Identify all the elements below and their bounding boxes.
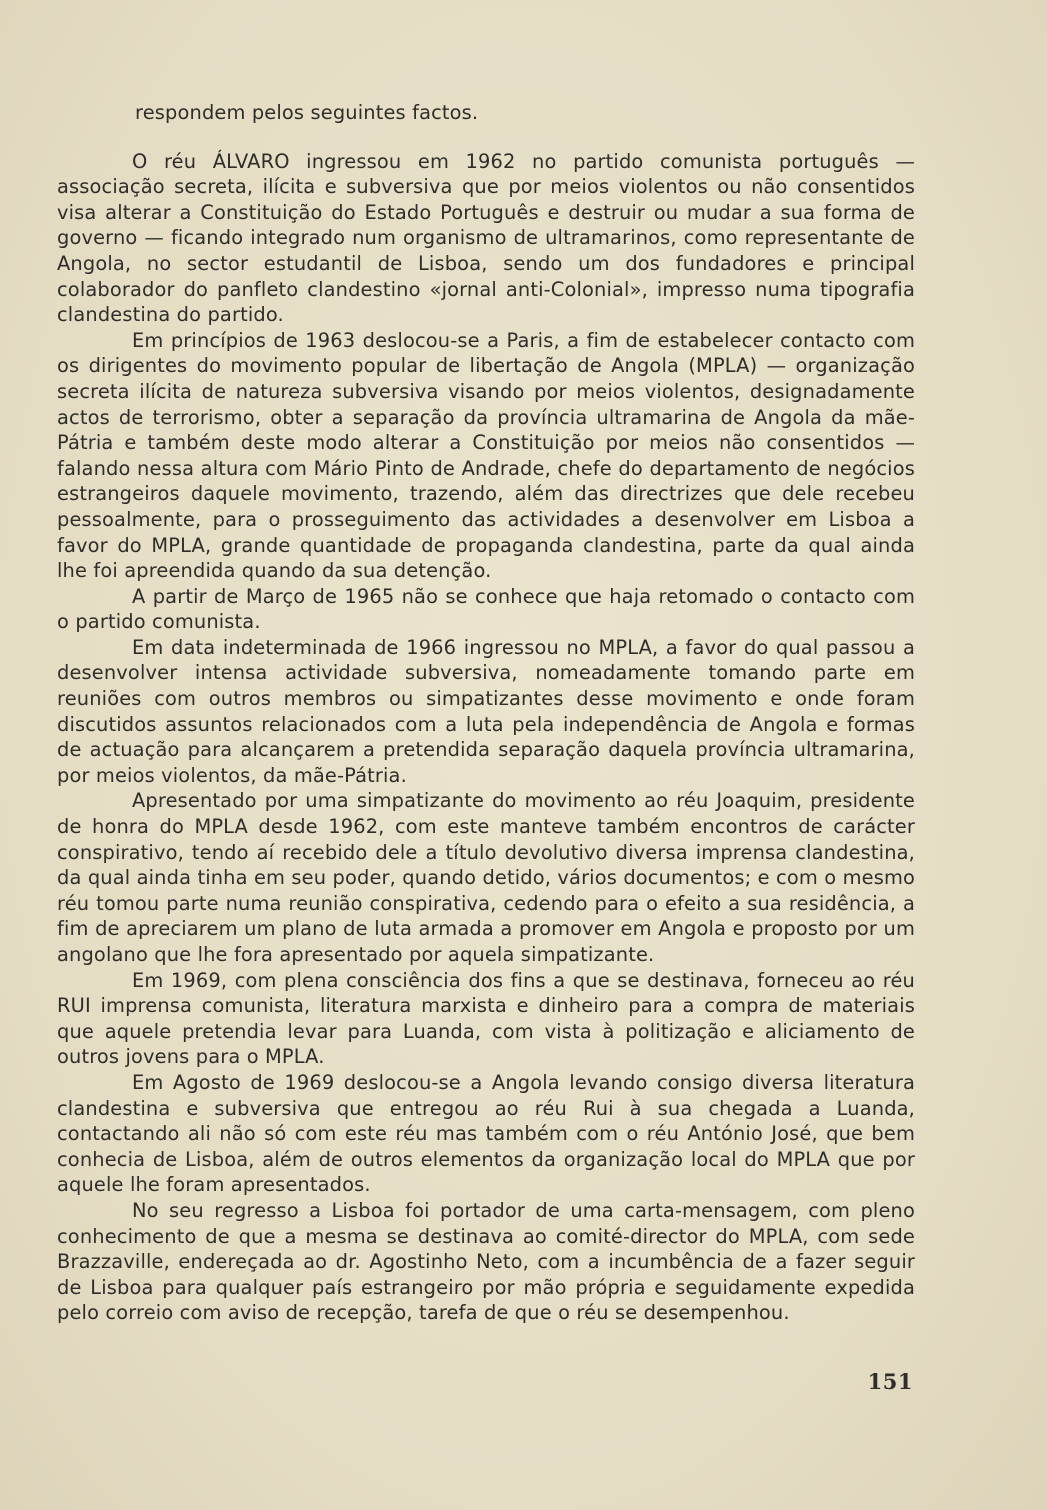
paragraph-1: respondem pelos seguintes factos. [135, 101, 479, 124]
document-page [57, 100, 915, 1500]
paragraph-9: No seu regresso a Lisboa foi portador de uma carta-mensagem, com pleno conhecimento de que a mesma se destinava ao comité-director do MPLA, com sede Brazzaville, endereçada ao dr. Agostinho Neto, com a incumbência de a fazer seguir de Lisboa para qualquer país estrangeiro por mão própria e seguidamente expedida pelo correio com aviso de recepção, tarefa de que o réu se desempenhou. [57, 1198, 915, 1325]
paragraph-8: Em Agosto de 1969 deslocou-se a Angola levando consigo diversa literatura clandestina e subversiva que entregou ao réu Rui à sua chegada a Luanda, contactando ali não só com este réu mas também com o réu António José, que bem conhecia de Lisboa, além de outros elementos da organização local do MPLA que por aquele lhe foram apresentados. [57, 1070, 915, 1197]
paragraph-7: Em 1969, com plena consciência dos fins a que se destinava, forneceu ao réu RUI imprensa comunista, literatura marxista e dinheiro para a compra de materiais que aquele pretendia levar para Luanda, com vista à politização e aliciamento de outros jovens para o MPLA. [57, 968, 915, 1069]
paragraph-5: Em data indeterminada de 1966 ingressou no MPLA, a favor do qual passou a desenvolver intensa actividade subversiva, nomeadamente tomando parte em reuniões com outros membros ou simpatizantes desse movimento e onde foram discutidos assuntos relacionados com a luta pela independência de Angola e formas de actuação para alcançarem a pretendida separação daquela província ultramarina, por meios violentos, da mãe-Pátria. [57, 635, 915, 787]
paragraph-2: O réu ÁLVARO ingressou em 1962 no partido comunista português — associação secreta, ilícita e subversiva que por meios violentos ou não consentidos visa alterar a Constituição do Estado Português e destruir ou mudar a sua forma de governo — ficando integrado num organismo de ultramarinos, como representante de Angola, no sector estudantil de Lisboa, sendo um dos fundadores e principal colaborador do panfleto clandestino «jornal anti-Colonial», impresso numa tipografia clandestina do partido. [57, 149, 915, 327]
paragraph-3: Em princípios de 1963 deslocou-se a Paris, a fim de estabelecer contacto com os dirigentes do movimento popular de libertação de Angola (MPLA) — organização secreta ilícita de natureza subversiva visando por meios violentos, designadamente actos de terrorismo, obter a separação da província ultramarina de Angola da mãe-Pátria e também deste modo alterar a Constituição por meios não consentidos — falando nessa altura com Mário Pinto de Andrade, chefe do departamento de negócios estrangeiros daquele movimento, trazendo, além das directrizes que dele recebeu pessoalmente, para o prosseguimento das actividades a desenvolver em Lisboa a favor do MPLA, grande quantidade de propaganda clandestina, parte da qual ainda lhe foi apreendida quando da sua detenção. [57, 328, 915, 583]
paragraph-6: Apresentado por uma simpatizante do movimento ao réu Joaquim, presidente de honra do MPLA desde 1962, com este manteve também encontros de carácter conspirativo, tendo aí recebido dele a título devolutivo diversa imprensa clandestina, da qual ainda tinha em seu poder, quando detido, vários documentos; e com o mesmo réu tomou parte numa reunião conspirativa, cedendo para o efeito a sua residência, a fim de apreciarem um plano de luta armada a promover em Angola e proposto por um angolano que lhe fora apresentado por aquela simpatizante. [57, 789, 915, 966]
page-number: 151 [867, 1369, 913, 1394]
paragraph-4: A partir de Março de 1965 não se conhece que haja retomado o contacto com o partido comunista. [57, 584, 915, 634]
